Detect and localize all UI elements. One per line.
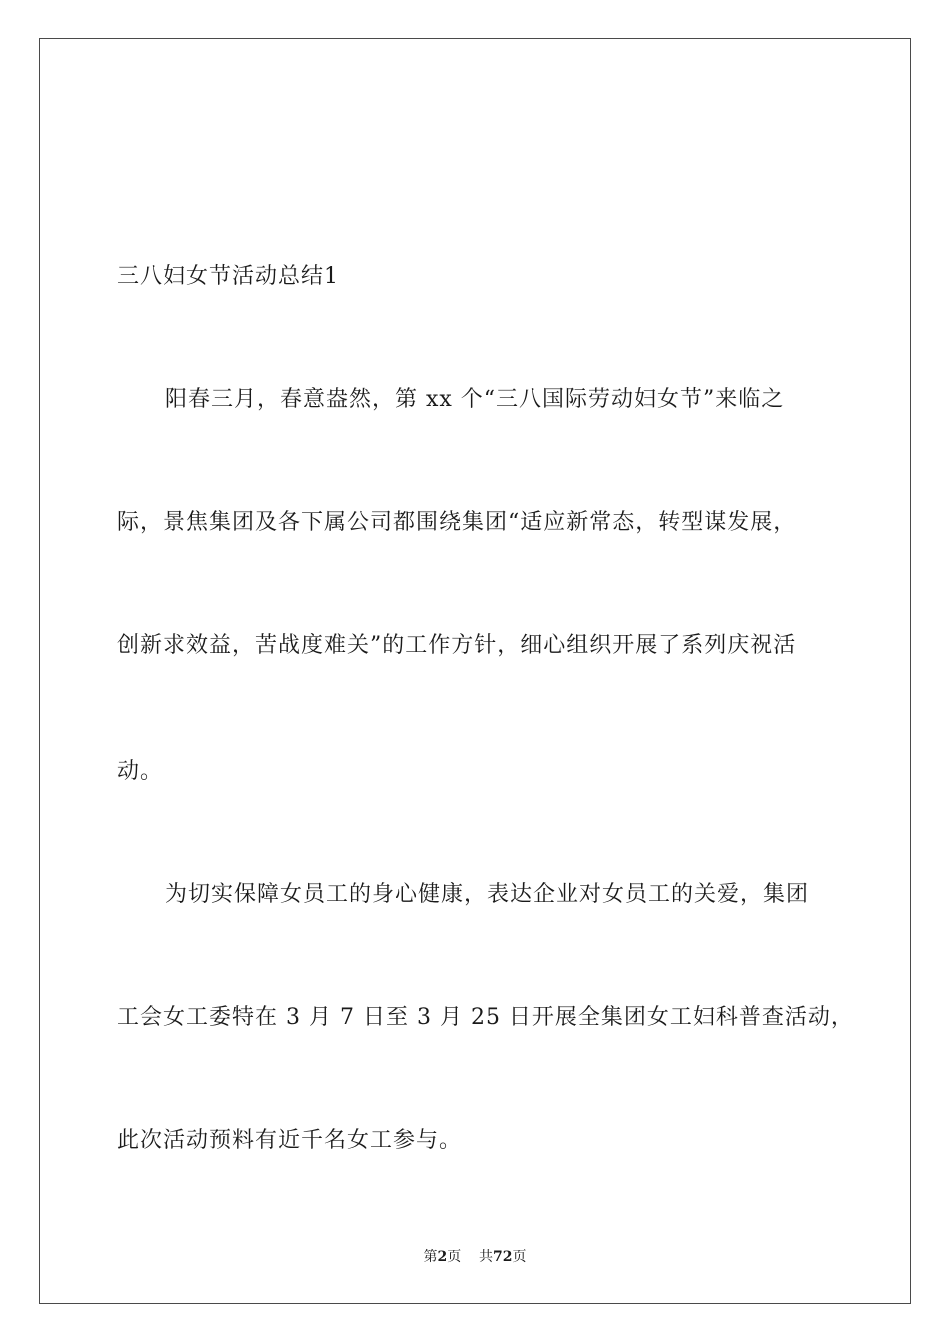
paragraph-2-line-1: 为切实保障女员工的身心健康，表达企业对女员工的关爱，集团 (165, 882, 810, 907)
total-pages-number: 72 (493, 1249, 513, 1265)
total-prefix: 共 (479, 1249, 494, 1265)
page-footer (0, 1247, 950, 1267)
paragraph-1-line-1: 阳春三月，春意盎然，第 xx 个“三八国际劳动妇女节”来临之 (165, 387, 785, 412)
paragraph-1-line-4: 动。 (117, 759, 164, 784)
document-title: 三八妇女节活动总结1 (117, 264, 339, 289)
paragraph-1-line-2: 际，景焦集团及各下属公司都围绕集团“适应新常态，转型谋发展， (117, 510, 797, 535)
page-prefix: 第 (423, 1249, 438, 1265)
page-frame (39, 38, 911, 1304)
paragraph-2-line-3: 此次活动预料有近千名女工参与。 (117, 1128, 463, 1153)
paragraph-2-line-2: 工会女工委特在 3 月 7 日至 3 月 25 日开展全集团女工妇科普查活动， (117, 1005, 854, 1030)
page-suffix: 页 (447, 1249, 462, 1265)
total-suffix: 页 (512, 1249, 527, 1265)
current-page-number: 2 (437, 1249, 448, 1265)
paragraph-1-line-3: 创新求效益，苦战度难关”的工作方针，细心组织开展了系列庆祝活 (117, 633, 797, 658)
